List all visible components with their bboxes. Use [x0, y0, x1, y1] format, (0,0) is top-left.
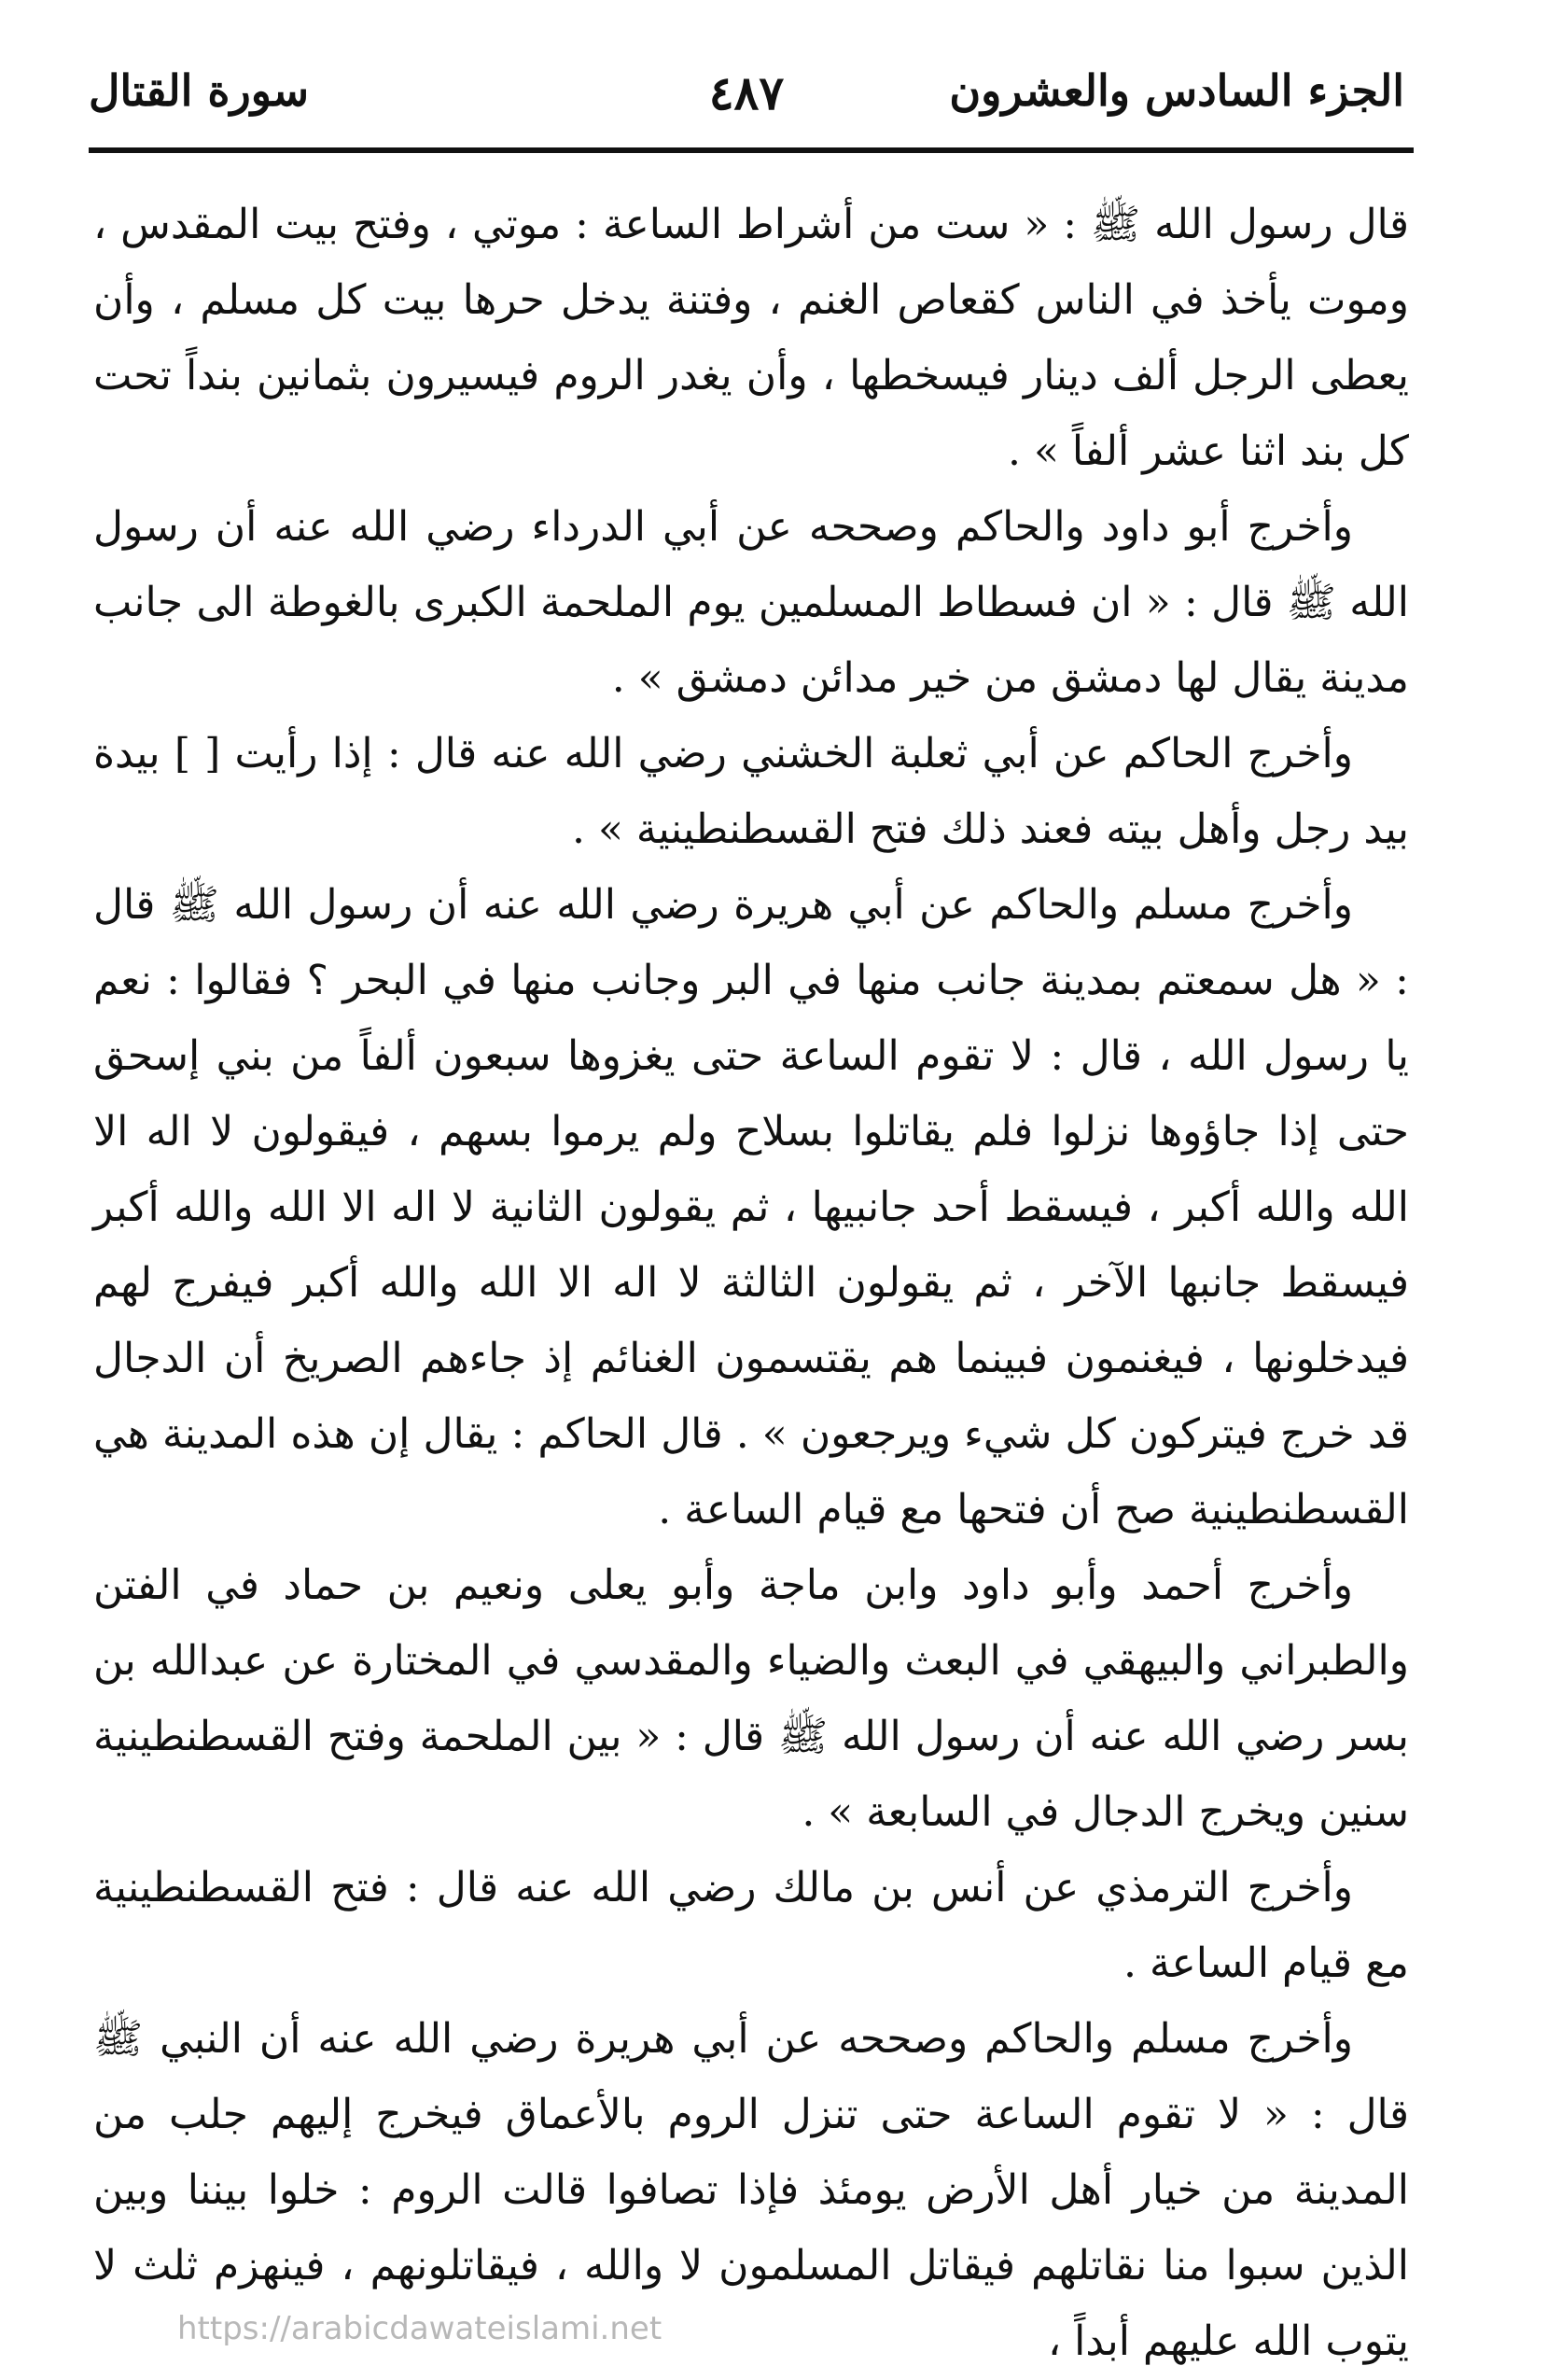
paragraph: وأخرج مسلم والحاكم وصححه عن أبي هريرة رضي الله عنه أن النبي ﷺ قال : « لا تقوم الساعة حتى تنزل الروم بالأعماق فيخرج إليهم جلب من المدينة من خيار أهل الأرض يومئذ فإذا تصافوا قالت الروم : خلوا بيننا وبين الذين سبوا منا نقاتلهم فيقاتل المسلمون لا والله ، فيقاتلونهم ، فينهزم ثلث لا يتوب الله عليهم أبداً ، [93, 2015, 1409, 2365]
page-header [89, 58, 1404, 144]
paragraph: وأخرج أبو داود والحاكم وصححه عن أبي الدرداء رضي الله عنه أن رسول الله ﷺ قال : « ان فسطاط المسلمين يوم الملحمة الكبرى بالغوطة الى جانب مدينة يقال لها دمشق من خير مدائن دمشق » . [93, 503, 1409, 702]
page-number: ٤٨٧ [708, 65, 785, 120]
paragraph: قال رسول الله ﷺ : « ست من أشراط الساعة : موتي ، وفتح بيت المقدس ، وموت يأخذ في الناس كقعاص الغنم ، وفتنة يدخل حرها بيت كل مسلم ، وأن يعطى الرجل ألف دينار فيسخطها ، وأن يغدر الروم فيسيرون بثمانين بنداً تحت كل بند اثنا عشر ألفاً » . [93, 201, 1409, 475]
paragraph: وأخرج الترمذي عن أنس بن مالك رضي الله عنه قال : فتح القسطنطينية مع قيام الساعة . [93, 1864, 1409, 1987]
part-title: الجزء السادس والعشرون [949, 65, 1404, 116]
page-body [93, 187, 1409, 2379]
paragraph: وأخرج أحمد وأبو داود وابن ماجة وأبو يعلى ونعيم بن حماد في الفتن والطبراني والبيهقي في البعث والضياء والمقدسي في المختارة عن عبدالله بن بسر رضي الله عنه أن رسول الله ﷺ قال : « بين الملحمة وفتح القسطنطينية سنين ويخرج الدجال في السابعة » . [93, 1561, 1409, 1836]
header-divider [89, 147, 1414, 153]
paragraph: وأخرج الحاكم عن أبي ثعلبة الخشني رضي الله عنه قال : إذا رأيت [ ] بيدة بيد رجل وأهل بيته فعند ذلك فتح القسطنطينية » . [93, 730, 1409, 853]
surah-title: سورة القتال [89, 65, 310, 116]
paragraph: وأخرج مسلم والحاكم عن أبي هريرة رضي الله عنه أن رسول الله ﷺ قال : « هل سمعتم بمدينة جانب منها في البر وجانب منها في البحر ؟ فقالوا : نعم يا رسول الله ، قال : لا تقوم الساعة حتى يغزوها سبعون ألفاً من بني إسحق حتى إذا جاؤوها نزلوا فلم يقاتلوا بسلاح ولم يرموا بسهم ، فيقولون لا اله الا الله والله أكبر ، فيسقط أحد جانبيها ، ثم يقولون الثانية لا اله الا الله والله أكبر فيسقط جانبها الآخر ، ثم يقولون الثالثة لا اله الا الله والله أكبر فيفرج لهم فيدخلونها ، فيغنمون فبينما هم يقتسمون الغنائم إذ جاءهم الصريخ أن الدجال قد خرج فيتركون كل شيء ويرجعون » . قال الحاكم : يقال إن هذه المدينة هي القسطنطينية صح أن فتحها مع قيام الساعة . [93, 881, 1409, 1533]
watermark-url: https://arabicdawateislami.net [177, 2310, 662, 2347]
